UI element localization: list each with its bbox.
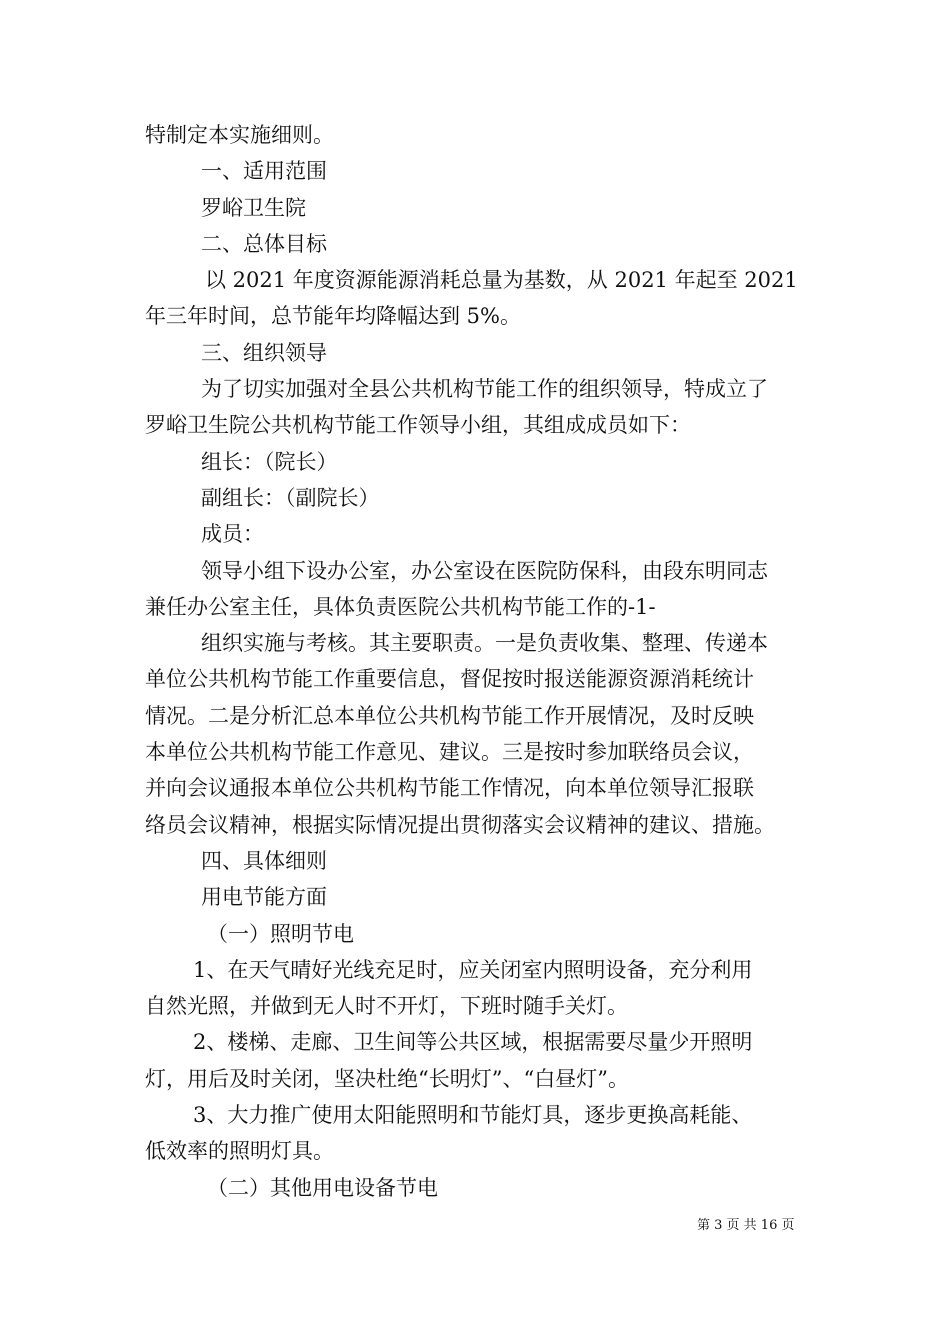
text-line: 络员会议精神，根据实际情况提出贯彻落实会议精神的建议、措施。 xyxy=(145,812,775,837)
text-line: 并向会议通报本单位公共机构节能工作情况，向本单位领导汇报联 xyxy=(145,776,754,801)
text-line: 2、楼梯、走廊、卫生间等公共区域，根据需要尽量少开照明 xyxy=(193,1030,753,1055)
text-line: 组织实施与考核。其主要职责。一是负责收集、整理、传递本 xyxy=(201,631,768,656)
text-line: 罗峪卫生院 xyxy=(201,195,306,220)
subsection-heading: 用电节能方面 xyxy=(201,885,327,910)
section-heading-goal: 二、总体目标 xyxy=(201,231,327,256)
text-line: 低效率的照明灯具。 xyxy=(145,1139,334,1164)
text-line: 本单位公共机构节能工作意见、建议。三是按时参加联络员会议， xyxy=(145,740,754,765)
text-line: 情况。二是分析汇总本单位公共机构节能工作开展情况，及时反映 xyxy=(145,703,754,728)
text-line: 兼任办公室主任，具体负责医院公共机构节能工作的-1- xyxy=(145,594,656,619)
text-line: 副组长：（副院长） xyxy=(201,485,380,510)
text-line: 罗峪卫生院公共机构节能工作领导小组，其组成成员如下： xyxy=(145,413,691,438)
section-heading-leadership: 三、组织领导 xyxy=(201,340,327,365)
document-body xyxy=(145,117,807,1206)
text-line: 自然光照，并做到无人时不开灯，下班时随手关灯。 xyxy=(145,994,628,1019)
section-heading-details: 四、具体细则 xyxy=(201,848,327,873)
text-line: 特制定本实施细则。 xyxy=(145,123,334,147)
subsection-heading: （二）其他用电设备节电 xyxy=(207,1175,438,1200)
page-number: 第 3 页 共 16 页 xyxy=(697,1218,795,1233)
text-line: 年三年时间，总节能年均降幅达到 5%。 xyxy=(145,304,521,329)
section-heading-scope: 一、适用范围 xyxy=(201,159,327,184)
text-line: 灯，用后及时关闭，坚决杜绝“长明灯”、“白昼灯”。 xyxy=(145,1066,629,1091)
text-line: 以 2021 年度资源能源消耗总量为基数，从 2021 年起至 2021 xyxy=(205,268,798,293)
text-line: 为了切实加强对全县公共机构节能工作的组织领导，特成立了 xyxy=(201,377,768,402)
text-line: 单位公共机构节能工作重要信息，督促按时报送能源资源消耗统计 xyxy=(145,667,754,692)
text-line: 成员： xyxy=(201,522,264,547)
text-line: 领导小组下设办公室，办公室设在医院防保科，由段东明同志 xyxy=(201,558,768,583)
text-line: 3、大力推广使用太阳能照明和节能灯具，逐步更换高耗能、 xyxy=(193,1103,753,1128)
text-line: 1、在天气晴好光线充足时，应关闭室内照明设备，充分利用 xyxy=(193,957,753,982)
subsection-heading: （一）照明节电 xyxy=(207,921,354,946)
text-line: 组长：（院长） xyxy=(201,449,338,474)
